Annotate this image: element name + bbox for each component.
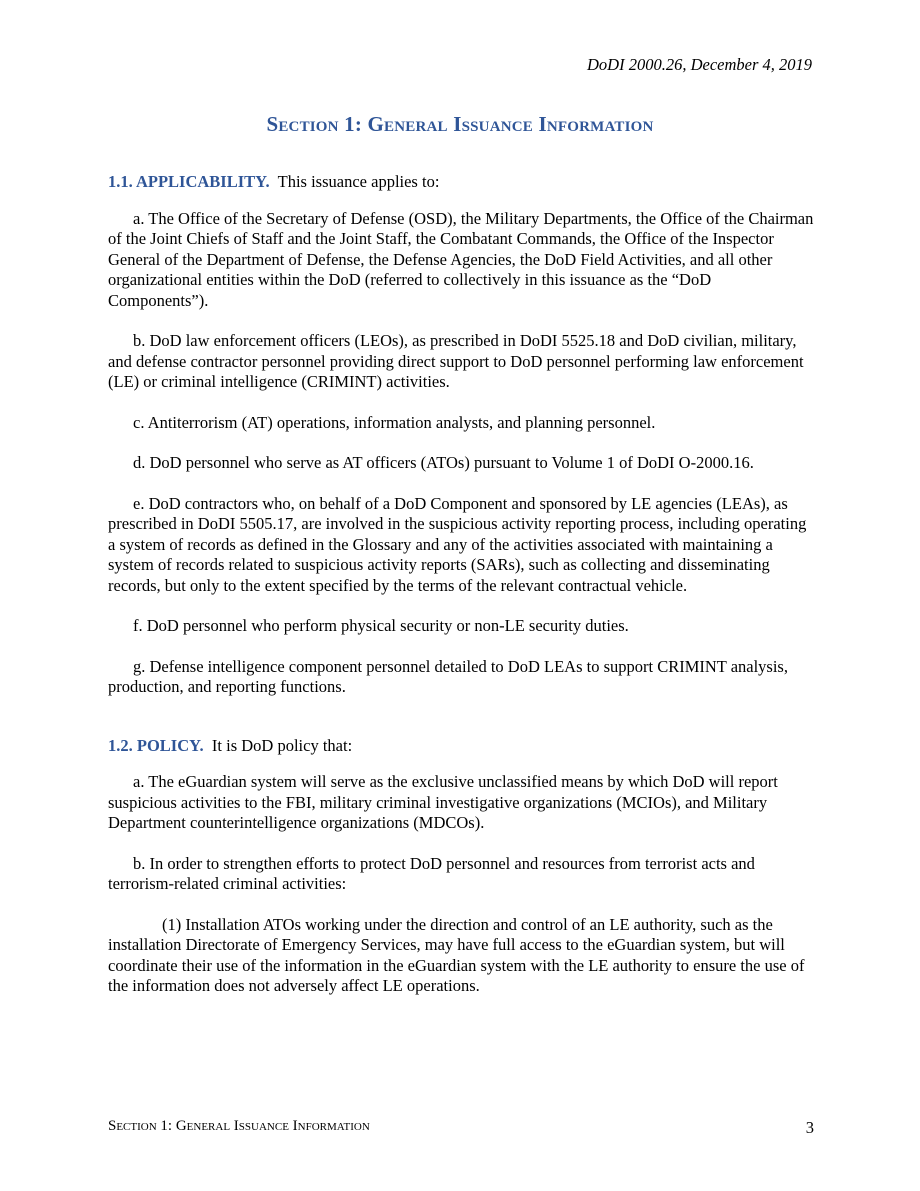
policy-subitem-1: (1) Installation ATOs working under the direction and control of an LE authority, such as the installation Directorate of Emergency Services, may have full access to the eGuardian system, but will coordinate their use of the information in the eGuardian system with the LE authority to ensure the use of the information does not adversely affect LE operations.: [108, 914, 805, 995]
section-title: Section 1: General Issuance Information: [266, 112, 654, 136]
footer-section-label: Section 1: General Issuance Information: [108, 1118, 370, 1134]
applicability-item-a: a. The Office of the Secretary of Defense (OSD), the Military Departments, the Office of the Chairman of the Joint Chiefs of Staff and the Joint Staff, the Combatant Commands, the Office of the Inspector General of the Department of Defense, the Defense Agencies, the DoD Field Activities, and all other organizational entities within the DoD (referred to collectively in this issuance as the “DoD Components”).: [108, 208, 814, 310]
page-number: 3: [805, 1118, 814, 1137]
applicability-item-c: c. Antiterrorism (AT) operations, information analysts, and planning personnel.: [133, 412, 656, 432]
policy-heading: 1.2. POLICY.: [108, 735, 204, 755]
policy-item-b: b. In order to strengthen efforts to protect DoD personnel and resources from terrorist acts and terrorism-related criminal activities:: [108, 853, 755, 893]
applicability-intro: This issuance applies to:: [277, 172, 440, 191]
applicability-item-f: f. DoD personnel who perform physical security or non-LE security duties.: [133, 616, 629, 635]
policy-item-a: a. The eGuardian system will serve as the exclusive unclassified means by which DoD will report suspicious activities to the FBI, military criminal investigative organizations (MCIOs), and Military Department counterintelligence organizations (MDCOs).: [108, 772, 778, 832]
applicability-heading: 1.1. APPLICABILITY.: [108, 172, 270, 191]
applicability-item-d: d. DoD personnel who serve as AT officers (ATOs) pursuant to Volume 1 of DoDI O-2000.16.: [133, 453, 754, 472]
applicability-item-e: e. DoD contractors who, on behalf of a DoD Component and sponsored by LE agencies (LEAs), as prescribed in DoDI 5505.17, are involved in the suspicious activity reporting process, including operating a system of records as defined in the Glossary and any of the activities associated with maintaining a system of records related to suspicious activity reports (SARs), such as collecting and disseminating records, but only to the extent specified by the terms of the relevant contractual vehicle.: [108, 493, 807, 595]
policy-heading-line: [108, 736, 814, 757]
applicability-heading-line: [108, 172, 814, 193]
applicability-item-b: b. DoD law enforcement officers (LEOs), as prescribed in DoDI 5525.18 and DoD civilian, military, and defense contractor personnel providing direct support to DoD personnel performing law enforcement (LE) or criminal intelligence (CRIMINT) activities.: [108, 331, 804, 391]
applicability-item-g: g. Defense intelligence component personnel detailed to DoD LEAs to support CRIMINT analysis, production, and reporting functions.: [108, 656, 788, 696]
document-body: [108, 172, 814, 1017]
policy-intro: It is DoD policy that:: [211, 735, 353, 755]
document-reference: DoDI 2000.26, December 4, 2019: [587, 55, 812, 74]
section-spacer: [108, 718, 814, 736]
